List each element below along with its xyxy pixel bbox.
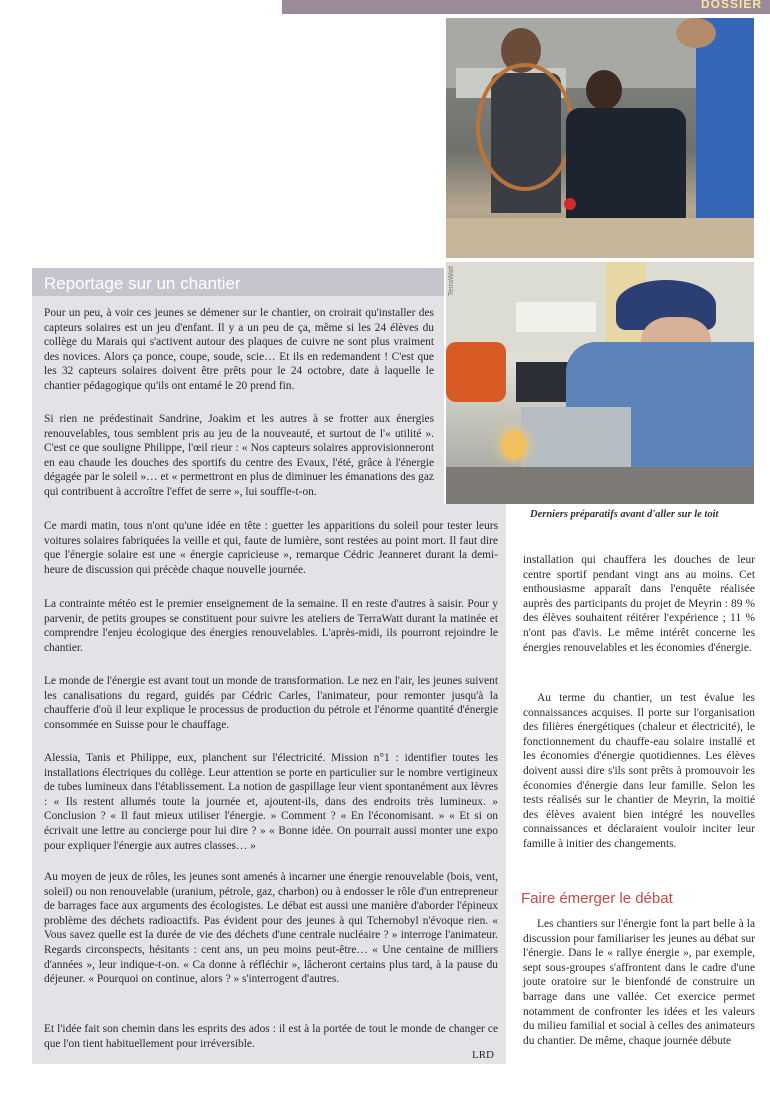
body-paragraph: Alessia, Tanis et Philippe, eux, planchent sur l'électricité. Mission n°1 : identifier toutes les installations électriques du collège. Leur attention se porte en particulier sur le nombre vertigineux de tubes lumineux dans l'établissement. La notion de gaspillage leur vient spontanément aux lèvres : « Ils restent allumés toute la journée et, ajoutent-ils, dans des endroits très lumineux. » Conclusion ? « Il faut mieux utiliser l'énergie. » Comment ? « En l'économisant. » « Et si on écrivait une lettre au concierge pour lui dire ? » « Bonne idée. On pourrait aussi monter une expo pour expliquer l'énergie aux autres classes… » — [44, 752, 498, 852]
sidebar-paragraph: Si rien ne prédestinait Sandrine, Joakim et les autres à se frotter aux énergies renouvelables, tous semblent pris au jeu de la nouveauté, et surtout de l'« utilité ». C'est ce que souligne Philippe, l'œil rieur : « Nos capteurs solaires approvisionneront en eau chaude les douches des sportifs du centre des Evaux, l'été, grâce à l'énergie dégagée par le soleil »… et « permettront en plus de diminuer les émanations des gaz qui contribuent à accroître l'effet de serre », lui souffle-t-on. — [44, 413, 434, 498]
section-heading: Faire émerger le débat — [521, 890, 673, 907]
photo-boy-solar-panel — [446, 262, 754, 504]
body-paragraph: Et l'idée fait son chemin dans les esprits des ados : il est à la portée de tout le monde de changer ce que l'on tient habituellement pour irréversible. — [44, 1023, 498, 1050]
body-paragraph: Au moyen de jeux de rôles, les jeunes sont amenés à incarner une énergie renouvelable (bois, vent, soleil) ou non renouvelable (uranium, pétrole, gaz, charbon) ou à endosser le rôle d'un entrepreneur de barrages face aux arguments des écologistes. Le débat est aussi une manière d'aborder l'épineux problème des déchets radioactifs. Pas évident pour des jeunes à qui Tchernobyl n'évoque rien. « Vous savez quelle est la durée de vie des déchets d'une centrale nucléaire ? » interroge l'animateur. Regards circonspects, hésitants : cent ans, un peu moins peut-être… « Une centaine de milliers d'années », leur indique-t-on. « Ca donne à réfléchir », lâcheront certains plus tard, à la pause du déjeuner. « Pourquoi on continue, alors ? » s'interrogent d'autres. — [44, 871, 498, 986]
right-paragraph: Les chantiers sur l'énergie font la part belle à la discussion pour familiariser les jeunes au débat sur l'énergie. Dans le « rallye énergie », par exemple, sept sous-groupes s'affrontent dans le cadre d'une joute oratoire sur le bienfondé de construire un barrage dans une vallée. Cet exercice permet notamment de confronter les idées et les valeurs du milieu familial et social à celles des animateurs du chantier. De même, chaque journée débute — [523, 918, 755, 1047]
author-signature: LRD — [472, 1049, 494, 1061]
sidebar-title: Reportage sur un chantier — [44, 274, 241, 293]
photo-students-copper-coil — [446, 18, 754, 258]
header-band — [282, 0, 770, 14]
right-paragraph: installation qui chauffera les douches de leur centre sportif pendant vingt ans au moins. Cet enthousiasme apparaît dans l'enquête réalisée auprès des participants du projet de Meyrin : 89 % des élèves souhaitent réitérer l'expérience ; 11 % n'ont pas d'avis. Le même intérêt concerne les énergies renouvelables et les économies d'énergie. — [523, 554, 755, 654]
photo-caption: Derniers préparatifs avant d'aller sur le toit — [530, 509, 719, 520]
body-paragraph: Le monde de l'énergie est avant tout un monde de transformation. Le nez en l'air, les jeunes suivent les canalisations du regard, guidés par Cédric Carles, l'animateur, pour remonter jusqu'à la chaufferie d'où il leur explique le processus de production du pétrole et l'énorme quantité d'énergie consommée en Suisse pour le chauffage. — [44, 675, 498, 731]
body-paragraph: La contrainte météo est le premier enseignement de la semaine. Il en reste d'autres à saisir. Pour y parvenir, de petits groupes se constituent pour suivre les ateliers de TerraWatt durant la matinée et comprendre l'enjeu écologique des énergies renouvelables. L'après-midi, ils pourront rejoindre le chantier. — [44, 598, 498, 654]
photo-credit: TerraWatt — [448, 265, 455, 296]
section-label: DOSSIER — [700, 0, 762, 11]
sidebar-paragraph: Pour un peu, à voir ces jeunes se démener sur le chantier, on croirait qu'installer des capteurs solaires est un jeu d'enfant. Il y a un peu de ça, même si les 24 élèves du collège du Marais qui s'activent autour des plaques de cuivre ne sont plus vraiment des novices. Alors ça ponce, coupe, soude, scie… Et ils en redemandent ! C'est que les 32 capteurs solaires doivent être prêts pour le 24 octobre, date à laquelle le chantier pédagogique qu'ils ont entamé le 20 prend fin. — [44, 307, 434, 392]
right-paragraph: Au terme du chantier, un test évalue les connaissances acquises. Il porte sur l'organisation des filières énergétiques (chaleur et électricité), le fonctionnement du chauffe-eau solaire installé et les économies d'énergie quotidiennes. Les élèves doivent aussi dire s'ils sont prêts à promouvoir les économies d'énergie dans leur famille. Selon les tests réalisés sur le chantier de Meyrin, la moitié des élèves avaient bien intégré les nouvelles connaissances et déclaraient vouloir inciter leur famille à initier des changements. — [523, 692, 755, 850]
body-paragraph: Ce mardi matin, tous n'ont qu'une idée en tête : guetter les apparitions du soleil pour tester leurs voitures solaires fabriquées la veille et qui, faute de lumière, sont restées au point mort. Il faut dire que l'énergie solaire est une « énergie capricieuse », remarque Cédric Jeanneret durant la demi-heure de discussion qui précède chaque nouvelle journée. — [44, 520, 498, 576]
